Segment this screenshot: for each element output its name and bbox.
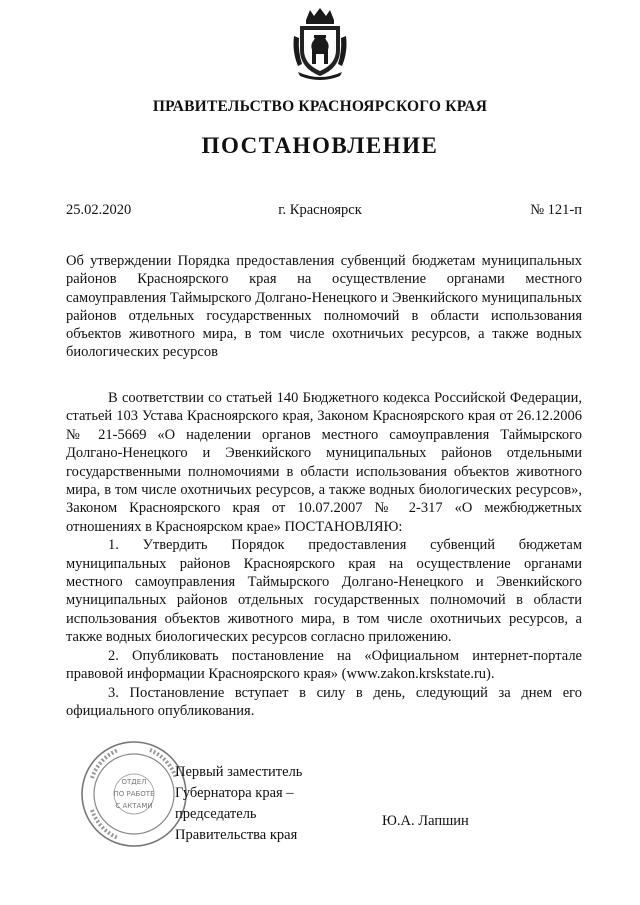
resolution-title-text: Об утверждении Порядка предоставления субвенций бюджетам муниципальных районов Красноярского края на осуществление органами местного самоуправления Таймырского Долгано-Ненецкого и Эвенкийского муниципальных районов отдельных государственных полномочий в области использования объектов животного мира, в том числе охотничьих ресурсов, а также водных биологических ресурсов — [66, 253, 582, 361]
preamble-paragraph: В соответствии со статьей 140 Бюджетного кодекса Российской Федерации, статьей 103 Устава Красноярского края, Законом Красноярского края от 26.12.2006 № 21-5669 «О наделении органов местного самоуправления Таймырского Долгано-Ненецкого и Эвенкийского муниципальных районов отдельными государственными полномочиями в области использования объектов животного мира, в том числе охотничьих ресурсов, а также водных биологических ресурсов», Законом Красноярского края от 10.07.2007 № 2-317 «О межбюджетных отношениях в Красноярском крае» ПОСТАНОВЛЯЮ: — [66, 390, 582, 535]
document-type-title: ПОСТАНОВЛЕНИЕ — [201, 133, 439, 158]
document-date: 25.02.2020 — [66, 202, 132, 218]
official-stamp-icon — [78, 738, 190, 850]
signatory-line-3: председатель — [175, 806, 257, 822]
organization-name: ПРАВИТЕЛЬСТВО КРАСНОЯРСКОГО КРАЯ — [152, 98, 488, 115]
signatory-position — [175, 762, 302, 846]
svg-text:ОТДЕЛ: ОТДЕЛ — [121, 778, 147, 786]
coat-of-arms-icon — [290, 6, 350, 82]
item-paragraph-1: 1. Утвердить Порядок предоставления субвенций бюджетам муниципальных районов Красноярского края на осуществление органами местного самоуправления Таймырского Долгано-Ненецкого и Эвенкийского муниципальных районов отдельных государственных полномочий в области использования объектов животного мира, в том числе охотничьих ресурсов, а также водных биологических ресурсов согласно приложению. — [66, 537, 582, 646]
resolution-title — [66, 252, 582, 362]
document-number: № 121-п — [530, 202, 582, 218]
document-city: г. Красноярск — [278, 202, 362, 218]
signatory-line-2: Губернатора края – — [175, 785, 294, 801]
resolution-body — [66, 389, 582, 720]
signatory-name: Ю.А. Лапшин — [382, 813, 469, 829]
signatory-line-1: Первый заместитель — [175, 764, 303, 780]
item-paragraph-2: 2. Опубликовать постановление на «Официальном интернет-портале правовой информации Красноярского края» (www.zakon.krskstate.ru). — [66, 647, 582, 683]
signatory-line-4: Правительства края — [175, 827, 298, 843]
item-paragraph-3: 3. Постановление вступает в силу в день, следующий за днем его официального опубликования. — [66, 684, 582, 719]
svg-text:ПО РАБОТЕ: ПО РАБОТЕ — [113, 790, 155, 798]
svg-text:С АКТАМИ: С АКТАМИ — [115, 802, 153, 810]
